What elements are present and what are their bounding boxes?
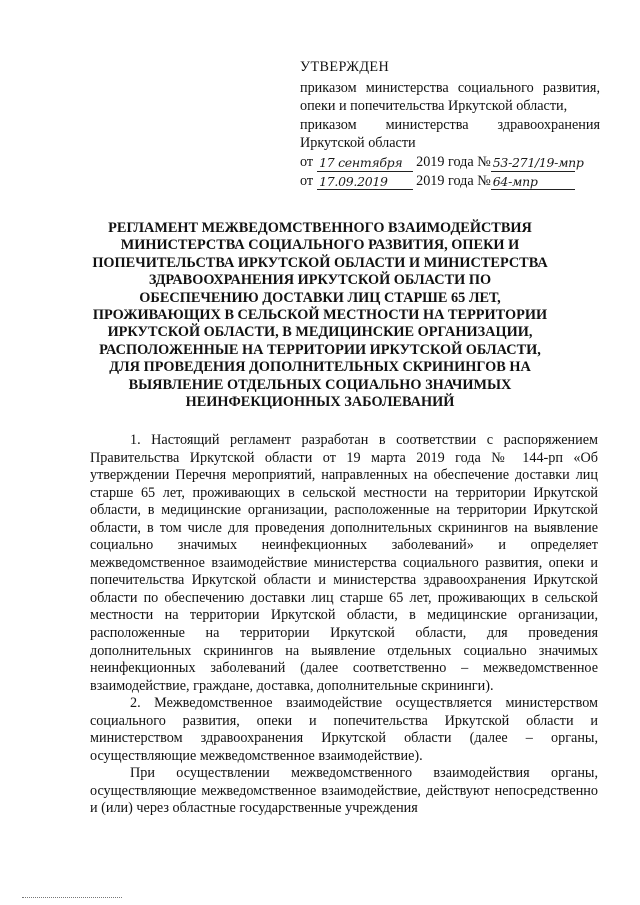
approval-heading: УТВЕРЖДЕН <box>300 59 390 75</box>
document-body <box>90 432 598 818</box>
approval-date-line-2 <box>300 172 600 191</box>
date-prefix: от <box>300 172 314 189</box>
approval-block <box>300 58 600 190</box>
paragraph-2: 2. Межведомственное взаимодействие осуществляется министерством социального развития, опеки и попечительства Иркутской области и министерством здравоохранения Иркутской области (далее – органы, осуществляющие межведомственное взаимодействие). <box>90 695 598 764</box>
document-title: РЕГЛАМЕНТ МЕЖВЕДОМСТВЕННОГО ВЗАИМОДЕЙСТВИЯ МИНИСТЕРСТВА СОЦИАЛЬНОГО РАЗВИТИЯ, ОПЕКИ И ПОПЕЧИТЕЛЬСТВА ИРКУТСКОЙ ОБЛАСТИ И МИНИСТЕРСТВА ЗДРАВООХРАНЕНИЯ ИРКУТСКОЙ ОБЛАСТИ ПО ОБЕСПЕЧЕНИЮ ДОСТАВКИ ЛИЦ СТАРШЕ 65 ЛЕТ, ПРОЖИВАЮЩИХ В СЕЛЬСКОЙ МЕСТНОСТИ НА ТЕРРИТОРИИ ИРКУТСКОЙ ОБЛАСТИ, В МЕДИЦИНСКИЕ ОРГАНИЗАЦИИ, РАСПОЛОЖЕННЫЕ НА ТЕРРИТОРИИ ИРКУТСКОЙ ОБЛАСТИ, ДЛЯ ПРОВЕДЕНИЯ ДОПОЛНИТЕЛЬНЫХ СКРИНИНГОВ НА ВЫЯВЛЕНИЕ ОТДЕЛЬНЫХ СОЦИАЛЬНО ЗНАЧИМЫХ НЕИНФЕКЦИОННЫХ ЗАБОЛЕВАНИЙ <box>92 220 548 411</box>
handwritten-date: 17.09.2019 <box>319 173 388 189</box>
date-prefix: от <box>300 153 314 170</box>
paragraph-3: При осуществлении межведомственного взаимодействия органы, осуществляющие межведомственное взаимодействие, действуют непосредственно и (или) через областные государственные учреждения <box>90 765 598 817</box>
date-year: 2019 года № <box>416 153 491 170</box>
date-year: 2019 года № <box>416 172 491 189</box>
approval-order-health: приказом министерства здравоохранения Иркутской области <box>300 116 600 152</box>
handwritten-number-field <box>491 173 575 190</box>
approval-order-social: приказом министерства социального развития, опеки и попечительства Иркутской области, <box>300 79 600 115</box>
handwritten-number: 64-мпр <box>492 173 538 189</box>
handwritten-date-field <box>317 173 413 190</box>
scan-artifact-line <box>22 897 122 898</box>
handwritten-number: 53-271/19-мпр <box>492 154 584 170</box>
handwritten-number-field <box>491 154 584 172</box>
handwritten-date-field <box>317 155 413 172</box>
handwritten-date: 17 сентября <box>319 154 403 170</box>
approval-date-line-1 <box>300 153 600 172</box>
paragraph-1: 1. Настоящий регламент разработан в соответствии с распоряжением Правительства Иркутской области от 19 марта 2019 года № 144-рп «Об утверждении Перечня мероприятий, направленных на обеспечение доставки лиц старше 65 лет, проживающих в сельской местности на территории Иркутской области, в медицинские организации, расположенные на территории Иркутской области, в том числе для проведения дополнительных скринингов на выявление социально значимых неинфекционных заболеваний» и определяет межведомственное взаимодействие министерства социального развития, опеки и попечительства Иркутской области и министерства здравоохранения Иркутской области по обеспечению доставки лиц старше 65 лет, проживающих в сельской местности на территории Иркутской области, в медицинские организации, расположенные на территории Иркутской области, для проведения дополнительных скринингов на выявление отдельных социально значимых неинфекционных заболеваний (далее соответственно – межведомственное взаимодействие, граждане, доставка, дополнительные скрининги). <box>90 432 598 694</box>
